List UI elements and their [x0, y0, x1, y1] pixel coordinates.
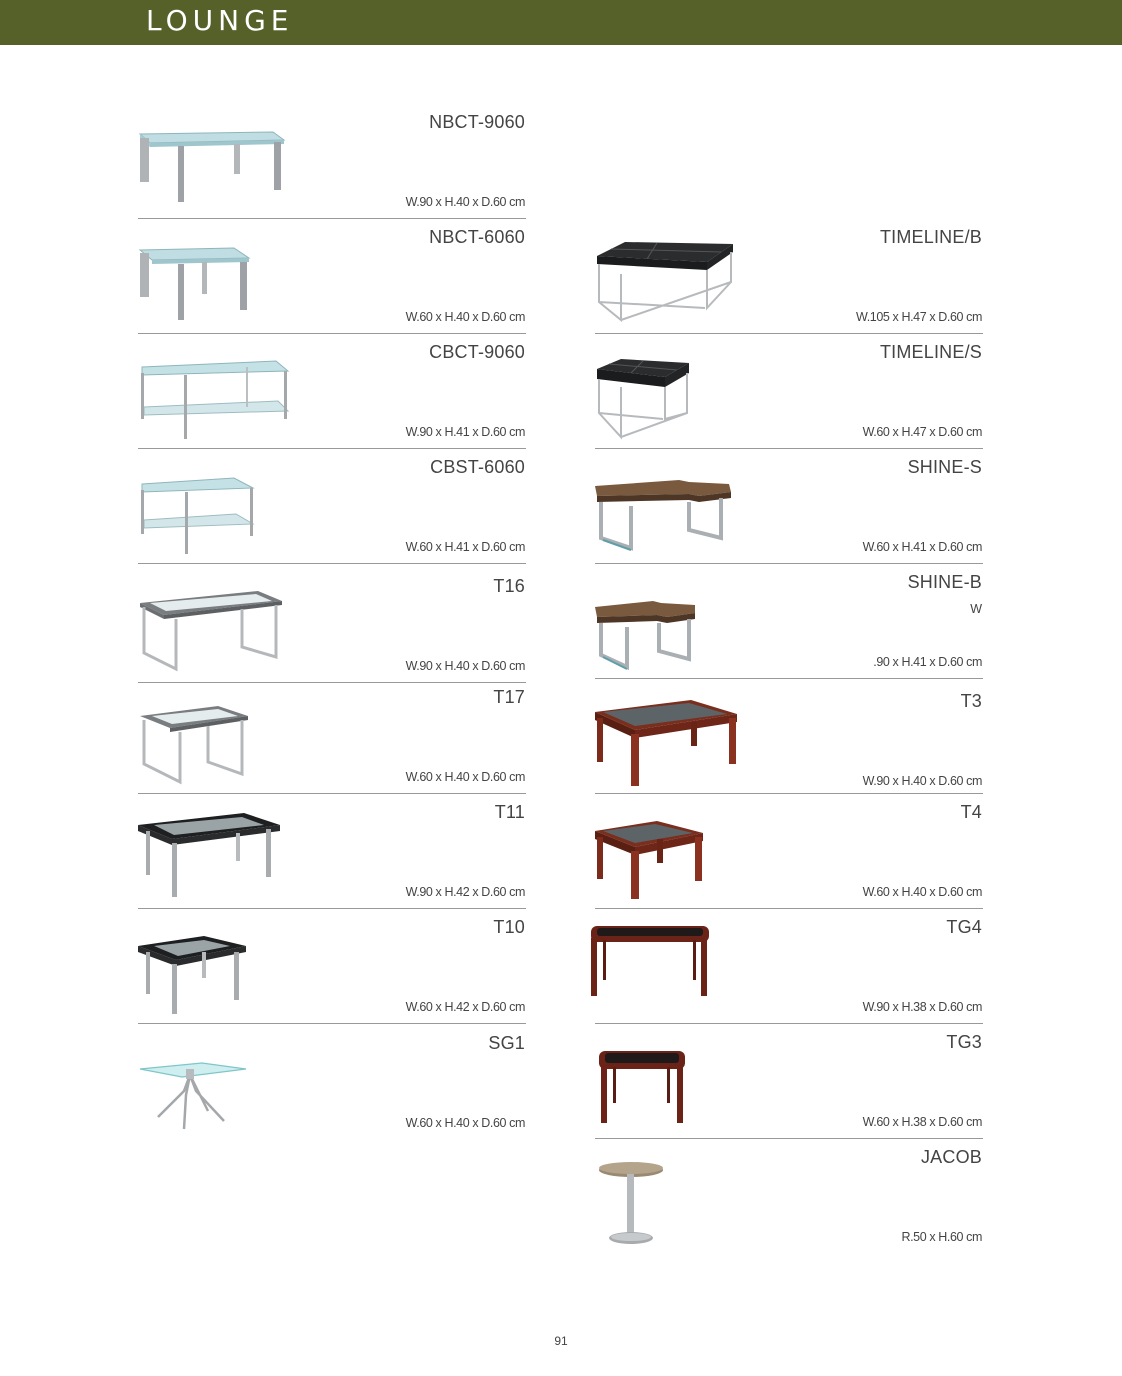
divider-line — [595, 678, 983, 679]
product-t11 — [138, 793, 526, 908]
divider-line — [595, 1023, 983, 1024]
product-name: JACOB — [920, 1147, 982, 1167]
product-name: SHINE-S — [907, 457, 982, 477]
product-dimensions: W.60 x H.38 x D.60 cm — [862, 1115, 982, 1129]
product-dimensions: W.90 x H.40 x D.60 cm — [405, 195, 525, 209]
product-sg1 — [138, 1023, 526, 1138]
wood-glass-coffee-table-icon — [595, 698, 739, 788]
product-dimensions: W.60 x H.40 x D.60 cm — [405, 310, 525, 324]
leather-top-side-table-icon — [595, 357, 691, 441]
glass-shelf-coffee-table-icon — [138, 357, 290, 442]
product-cbct-9060 — [138, 333, 526, 448]
divider-line — [595, 563, 983, 564]
product-nbct-6060 — [138, 218, 526, 333]
product-shine-b — [595, 563, 983, 678]
product-dimensions: W.60 x H.47 x D.60 cm — [862, 425, 982, 439]
product-dimensions: W.60 x H.40 x D.60 cm — [405, 770, 525, 784]
framed-glass-coffee-table-icon — [138, 589, 284, 674]
glass-side-table-icon — [138, 244, 253, 324]
glass-shelf-side-table-icon — [138, 474, 256, 556]
product-t16 — [138, 563, 526, 682]
tray-top-side-table-icon — [597, 1049, 689, 1127]
product-name: TG4 — [946, 917, 982, 937]
product-t3 — [595, 678, 983, 793]
product-timeline-b — [595, 218, 983, 333]
product-tg4 — [595, 908, 983, 1023]
product-name: NBCT-9060 — [429, 112, 525, 132]
divider-line — [138, 333, 526, 334]
product-shine-s — [595, 448, 983, 563]
tray-top-coffee-table-icon — [589, 922, 711, 1002]
product-t10 — [138, 908, 526, 1023]
product-name: SG1 — [488, 1033, 525, 1053]
divider-line — [138, 682, 526, 683]
product-dimensions: W.90 x H.40 x D.60 cm — [405, 659, 525, 673]
black-frame-coffee-table-icon — [138, 811, 282, 899]
product-dimensions: W.90 x H.42 x D.60 cm — [405, 885, 525, 899]
product-dimensions: W.60 x H.41 x D.60 cm — [862, 540, 982, 554]
glass-coffee-table-icon — [138, 124, 288, 204]
product-name: CBST-6060 — [430, 457, 525, 477]
product-name: T10 — [493, 917, 525, 937]
divider-line — [595, 448, 983, 449]
leather-top-coffee-table-icon — [595, 240, 735, 324]
product-t4 — [595, 793, 983, 908]
divider-line — [595, 333, 983, 334]
divider-line — [595, 908, 983, 909]
product-name: TIMELINE/B — [879, 227, 982, 247]
product-nbct-9060 — [138, 108, 526, 218]
product-name: CBCT-9060 — [429, 342, 525, 362]
product-t17 — [138, 682, 526, 793]
divider-line — [138, 1023, 526, 1024]
product-name: TG3 — [946, 1032, 982, 1052]
section-title: LOUNGE — [146, 4, 294, 37]
framed-glass-side-table-icon — [138, 704, 250, 786]
wood-top-sled-side-table-icon — [595, 599, 697, 671]
product-dimensions-fragment: W — [970, 602, 982, 616]
product-name: T11 — [494, 802, 525, 822]
product-name: SHINE-B — [907, 572, 982, 592]
product-dimensions: W.90 x H.40 x D.60 cm — [862, 774, 982, 788]
divider-line — [595, 1138, 983, 1139]
black-frame-side-table-icon — [138, 934, 248, 1016]
round-pedestal-table-icon — [597, 1160, 667, 1250]
product-dimensions: W.60 x H.40 x D.60 cm — [862, 885, 982, 899]
product-dimensions: .90 x H.41 x D.60 cm — [873, 655, 982, 669]
product-jacob — [595, 1138, 983, 1253]
product-dimensions: W.60 x H.41 x D.60 cm — [405, 540, 525, 554]
product-name: T17 — [493, 687, 525, 707]
product-dimensions: R.50 x H.60 cm — [901, 1230, 982, 1244]
divider-line — [138, 793, 526, 794]
glass-pedestal-table-icon — [138, 1061, 250, 1133]
product-tg3 — [595, 1023, 983, 1138]
product-timeline-s — [595, 333, 983, 448]
product-dimensions: W.90 x H.38 x D.60 cm — [862, 1000, 982, 1014]
divider-line — [138, 908, 526, 909]
header-bar — [0, 0, 1122, 45]
page-number: 91 — [554, 1334, 568, 1348]
product-name: T3 — [960, 691, 982, 711]
product-name: T4 — [960, 802, 982, 822]
divider-line — [595, 793, 983, 794]
product-name: NBCT-6060 — [429, 227, 525, 247]
product-dimensions: W.60 x H.42 x D.60 cm — [405, 1000, 525, 1014]
product-cbst-6060 — [138, 448, 526, 563]
product-name: T16 — [493, 576, 525, 596]
divider-line — [138, 218, 526, 219]
product-dimensions: W.60 x H.40 x D.60 cm — [405, 1116, 525, 1130]
divider-line — [138, 563, 526, 564]
divider-line — [138, 448, 526, 449]
product-dimensions: W.90 x H.41 x D.60 cm — [405, 425, 525, 439]
product-dimensions: W.105 x H.47 x D.60 cm — [856, 310, 982, 324]
wood-top-sled-table-icon — [595, 476, 733, 556]
wood-glass-side-table-icon — [595, 819, 705, 901]
product-name: TIMELINE/S — [879, 342, 982, 362]
